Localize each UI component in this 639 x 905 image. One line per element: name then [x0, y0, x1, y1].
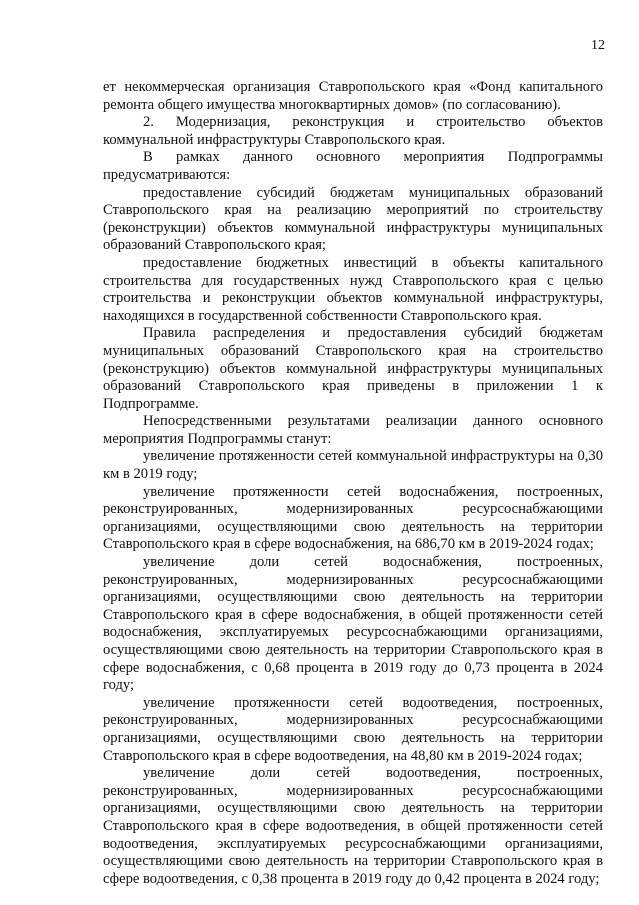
paragraph-results-intro: Непосредственными результатами реализации данного основного мероприятия Подпрограммы станут: — [103, 413, 603, 447]
paragraph-rules: Правила распределения и предоставления субсидий бюджетам муниципальных образований Ставропольского края на строительство (реконструкцию) объектов коммунальной инфраструктуры муниципальных образований Ставропольского края приведены в приложении 1 к Подпрограмме. — [103, 325, 603, 412]
paragraph-continuation: ет некоммерческая организация Ставропольского края «Фонд капитального ремонта общего имущества многоквартирных домов» (по согласованию). — [103, 79, 603, 113]
paragraph-result-water-share: увеличение доли сетей водоснабжения, построенных, реконструированных, модернизированных ресурсоснабжающими организациями, осуществляющими свою деятельность на территории Ставропольского края в сфере водоснабжения, в общей протяженности сетей водоснабжения, эксплуатируемых ресурсоснабжающими организациями, осуществляющими свою деятельность на территории Ставропольского края в сфере водоснабжения, с 0,68 процента в 2019 году до 0,73 процента в 2024 году; — [103, 554, 603, 694]
paragraph-intro: В рамках данного основного мероприятия Подпрограммы предусматриваются: — [103, 149, 603, 183]
paragraph-result-infrastructure: увеличение протяженности сетей коммунальной инфраструктуры на 0,30 км в 2019 году; — [103, 448, 603, 483]
paragraph-result-water-length: увеличение протяженности сетей водоснабжения, построенных, реконструированных, модернизированных ресурсоснабжающими организациями, осуществляющими свою деятельность на территории Ставропольского края в сфере водоснабжения, на 686,70 км в 2019-2024 годах; — [103, 483, 603, 553]
paragraph-section-heading: 2. Модернизация, реконструкция и строительство объектов коммунальной инфраструктуры Ставропольского края. — [103, 114, 603, 148]
paragraph-investments: предоставление бюджетных инвестиций в объекты капитального строительства для государственных нужд Ставропольского края с целью строительства и реконструкции объектов коммунальной инфраструктуры, находящихся в государственной собственности Ставропольского края. — [103, 254, 603, 324]
paragraph-subsidies: предоставление субсидий бюджетам муниципальных образований Ставропольского края на реализацию мероприятий по строительству (реконструкции) объектов коммунальной инфраструктуры муниципальных образований Ставропольского края; — [103, 184, 603, 254]
document-body — [103, 79, 603, 888]
paragraph-result-sewer-length: увеличение протяженности сетей водоотведения, построенных, реконструированных, модернизированных ресурсоснабжающими организациями, осуществляющими свою деятельность на территории Ставропольского края в сфере водоотведения, на 48,80 км в 2019-2024 годах; — [103, 694, 603, 764]
paragraph-result-sewer-share: увеличение доли сетей водоотведения, построенных, реконструированных, модернизированных ресурсоснабжающими организациями, осуществляющими свою деятельность на территории Ставропольского края в сфере водоотведения, в общей протяженности сетей водоотведения, эксплуатируемых ресурсоснабжающими организациями, осуществляющими свою деятельность на территории Ставропольского края в сфере водоотведения, с 0,38 процента в 2019 году до 0,42 процента в 2024 году; — [103, 765, 603, 887]
page-number: 12 — [591, 38, 605, 53]
